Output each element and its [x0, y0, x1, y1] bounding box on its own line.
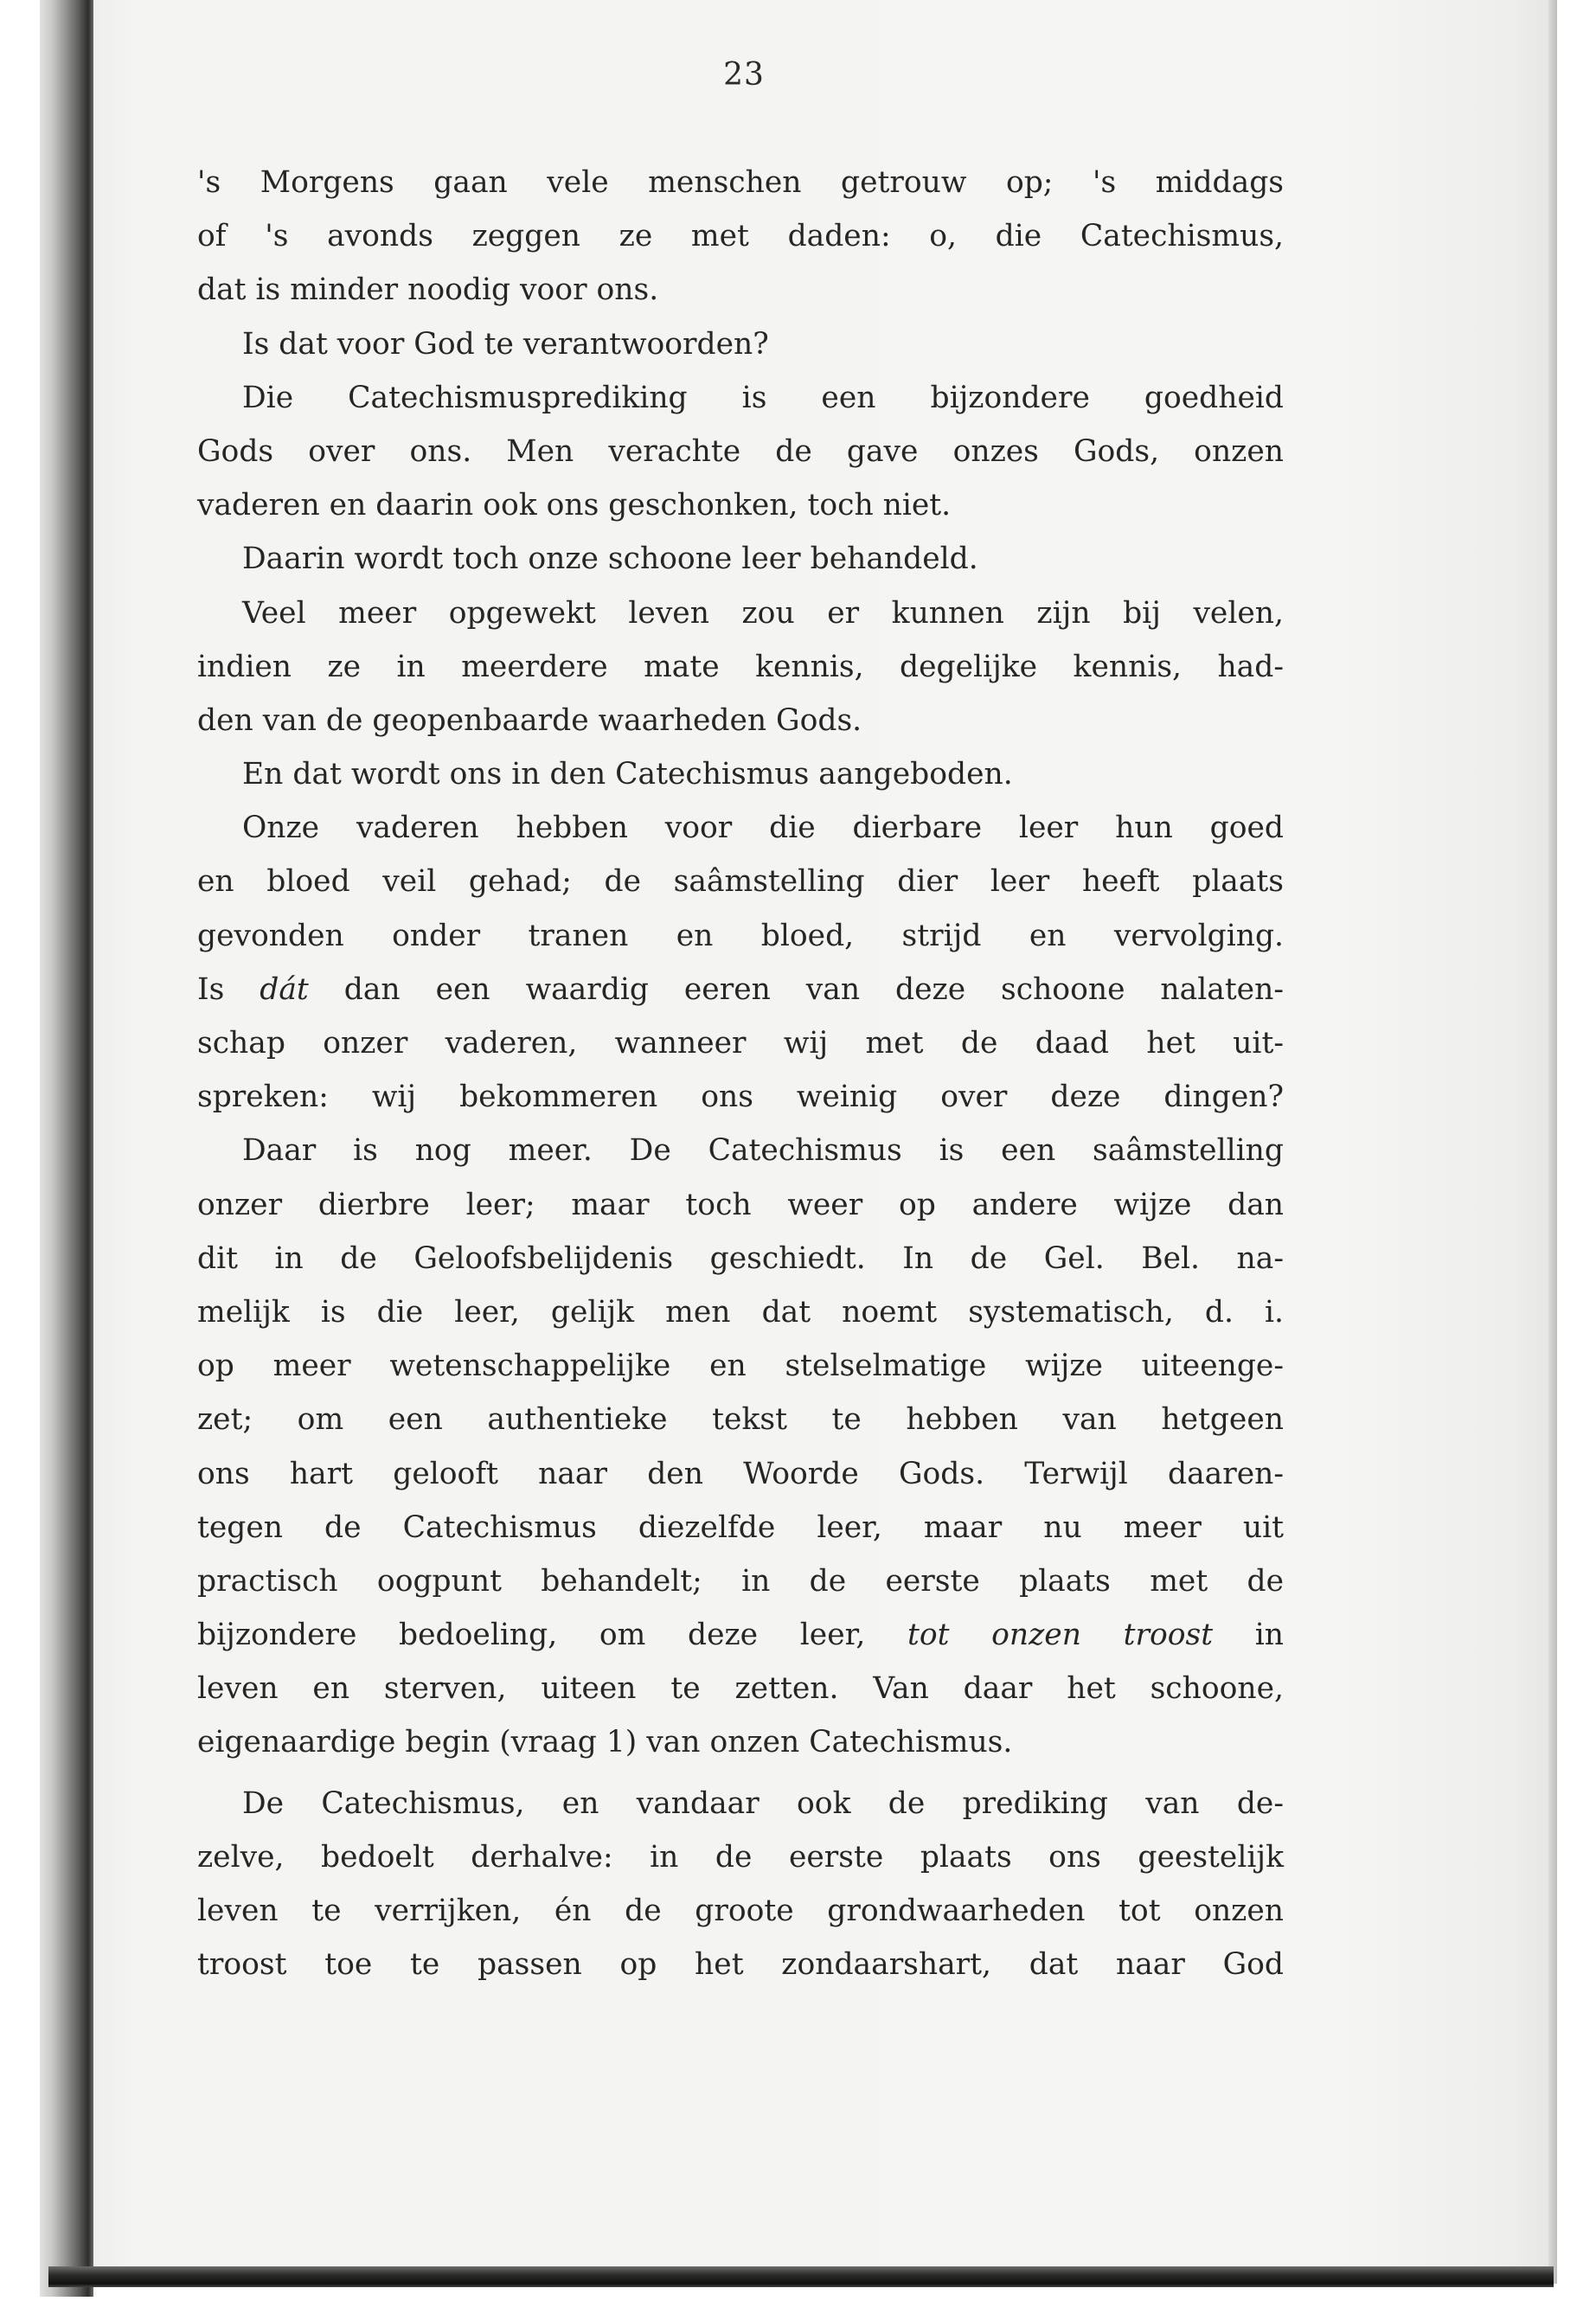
text-line: practisch oogpunt behandelt; in de eerste plaats met de: [197, 1563, 1284, 1599]
text-line: dit in de Geloofsbelijdenis geschiedt. In de Gel. Bel. na-: [197, 1240, 1284, 1276]
text-line: [197, 963, 1284, 1016]
binding-edge: [40, 0, 93, 2297]
paragraph-gap: [197, 1770, 1284, 1777]
text-line: of 's avonds zeggen ze met daden: o, die Catechismus,: [197, 219, 1284, 254]
text-line: troost toe te passen op het zondaarshart, dat naar God: [197, 1947, 1284, 1983]
text-line-prefix: Is: [197, 971, 260, 1007]
text-line: op meer wetenschappelijke en stelselmatige wijze uiteenge-: [197, 1349, 1284, 1384]
text-line: Daar is nog meer. De Catechismus is een saâmstelling: [242, 1133, 1284, 1169]
text-line: melijk is die leer, gelijk men dat noemt systematisch, d. i.: [197, 1294, 1284, 1330]
text-line-emphasis: tot onzen troost: [907, 1618, 1214, 1653]
page-right-edge: [1548, 0, 1557, 2284]
text-line: Onze vaderen hebben voor die dierbare leer hun goed: [242, 811, 1284, 846]
text-line: indien ze in meerdere mate kennis, degelijke kennis, had-: [197, 649, 1284, 684]
text-line-prefix: bijzondere bedoeling, om deze leer,: [197, 1618, 907, 1653]
text-line: 's Morgens gaan vele menschen getrouw op; 's middags: [197, 165, 1284, 200]
page-bottom-edge: [48, 2266, 1554, 2287]
text-line: den van de geopenbaarde waarheden Gods.: [197, 702, 862, 738]
text-line: Is dat voor God te verantwoorden?: [242, 326, 769, 362]
text-line: gevonden onder tranen en bloed, strijd en vervolging.: [197, 918, 1284, 953]
text-line: vaderen en daarin ook ons geschonken, toch niet.: [197, 488, 952, 523]
text-line: Veel meer opgewekt leven zou er kunnen zijn bij velen,: [242, 595, 1284, 631]
text-line-rest: in: [1213, 1618, 1284, 1653]
text-line-emphasis: dát: [260, 971, 309, 1007]
text-line: leven en sterven, uiteen te zetten. Van daar het schoone,: [197, 1671, 1284, 1707]
text-line: leven te verrijken, én de groote grondwaarheden tot onzen: [197, 1894, 1284, 1928]
page-number: 23: [723, 57, 765, 93]
text-line: eigenaardige begin (vraag 1) van onzen Catechismus.: [197, 1725, 1013, 1760]
body-text: [197, 156, 1284, 1991]
text-line: Die Catechismusprediking is een bijzondere goedheid: [242, 380, 1284, 415]
text-line: ons hart gelooft naar den Woorde Gods. Terwijl daaren-: [197, 1456, 1284, 1491]
text-line: spreken: wij bekommeren ons weinig over deze dingen?: [197, 1080, 1284, 1115]
text-line: dat is minder noodig voor ons.: [197, 272, 659, 308]
text-line: en bloed veil gehad; de saâmstelling dier leer heeft plaats: [197, 864, 1284, 900]
text-line: Daarin wordt toch onze schoone leer behandeld.: [242, 542, 978, 577]
text-line: [197, 1608, 1284, 1662]
text-line: zet; om een authentieke tekst te hebben van hetgeen: [197, 1402, 1284, 1438]
text-line: tegen de Catechismus diezelfde leer, maar nu meer uit: [197, 1509, 1284, 1545]
text-line: zelve, bedoelt derhalve: in de eerste plaats ons geestelijk: [197, 1839, 1284, 1875]
text-line: En dat wordt ons in den Catechismus aangeboden.: [242, 757, 1013, 792]
text-line: De Catechismus, en vandaar ook de prediking van de-: [242, 1785, 1284, 1821]
text-line: schap onzer vaderen, wanneer wij met de daad het uit-: [197, 1026, 1284, 1061]
text-line: Gods over ons. Men verachte de gave onzes Gods, onzen: [197, 433, 1284, 469]
text-line-rest: dan een waardig eeren van deze schoone nalaten-: [308, 971, 1284, 1007]
text-line: onzer dierbre leer; maar toch weer op andere wijze dan: [197, 1187, 1284, 1222]
